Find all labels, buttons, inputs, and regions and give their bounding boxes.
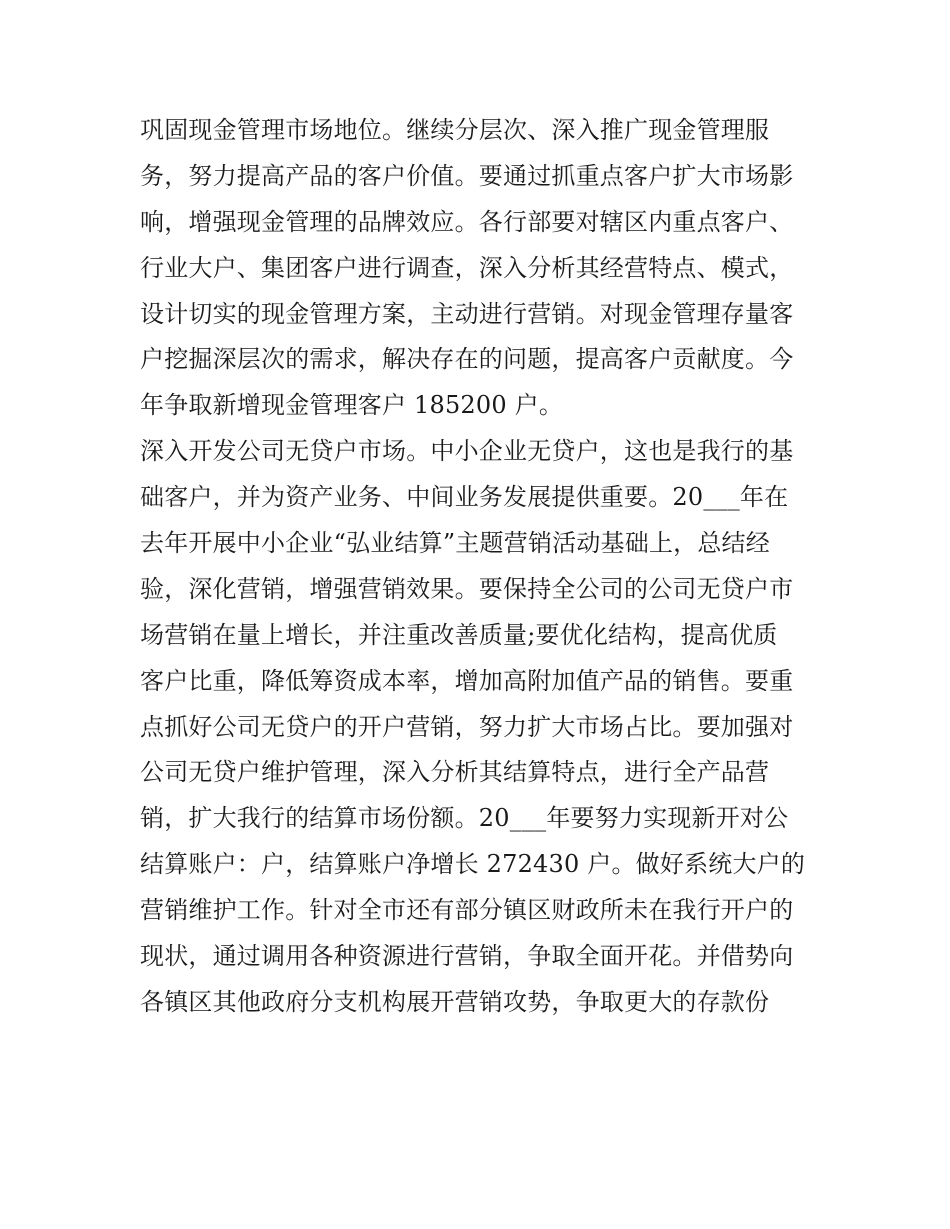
text-line-2: 务，努力提高产品的客户价值。要通过抓重点客户扩大市场影 [140,161,794,190]
text-line-12: 场营销在量上增长，并注重改善质量;要优化结构，提高优质 [140,620,778,649]
text-line-14: 点抓好公司无贷户的开户营销，努力扩大市场占比。要加强对 [140,712,794,741]
text-line-16: 销，扩大我行的结算市场份额。20___年要努力实现新开对公 [140,804,789,833]
text-line-20: 各镇区其他政府分支机构展开营销攻势，争取更大的存款份 [140,987,770,1016]
text-line-7: 年争取新增现金管理客户 185200 户。 [140,391,564,420]
text-line-1: 巩固现金管理市场地位。继续分层次、深入推广现金管理服 [140,116,770,144]
text-line-18: 营销维护工作。针对全市还有部分镇区财政所未在我行开户的 [140,896,794,925]
text-line-6: 户挖掘深层次的需求，解决存在的问题，提高客户贡献度。今 [140,345,794,374]
text-line-11: 验，深化营销，增强营销效果。要保持全公司的公司无贷户市 [140,574,794,603]
text-line-19: 现状，通过调用各种资源进行营销，争取全面开花。并借势向 [140,942,794,971]
text-line-5: 设计切实的现金管理方案，主动进行营销。对现金管理存量客 [140,299,794,328]
text-line-17: 结算账户：户，结算账户净增长 272430 户。做好系统大户的 [140,850,806,879]
text-line-10: 去年开展中小企业“弘业结算”主题营销活动基础上，总结经 [140,529,770,558]
document-body [140,108,820,1026]
text-line-13: 客户比重，降低筹资成本率，增加高附加值产品的销售。要重 [140,666,794,695]
text-line-3: 响，增强现金管理的品牌效应。各行部要对辖区内重点客户、 [140,207,794,236]
text-line-8: 深入开发公司无贷户市场。中小企业无贷户，这也是我行的基 [140,437,794,466]
text-line-15: 公司无贷户维护管理，深入分析其结算特点，进行全产品营 [140,758,770,787]
text-line-4: 行业大户、集团客户进行调查，深入分析其经营特点、模式， [140,253,794,282]
text-line-9: 础客户，并为资产业务、中间业务发展提供重要。20___年在 [140,483,789,512]
